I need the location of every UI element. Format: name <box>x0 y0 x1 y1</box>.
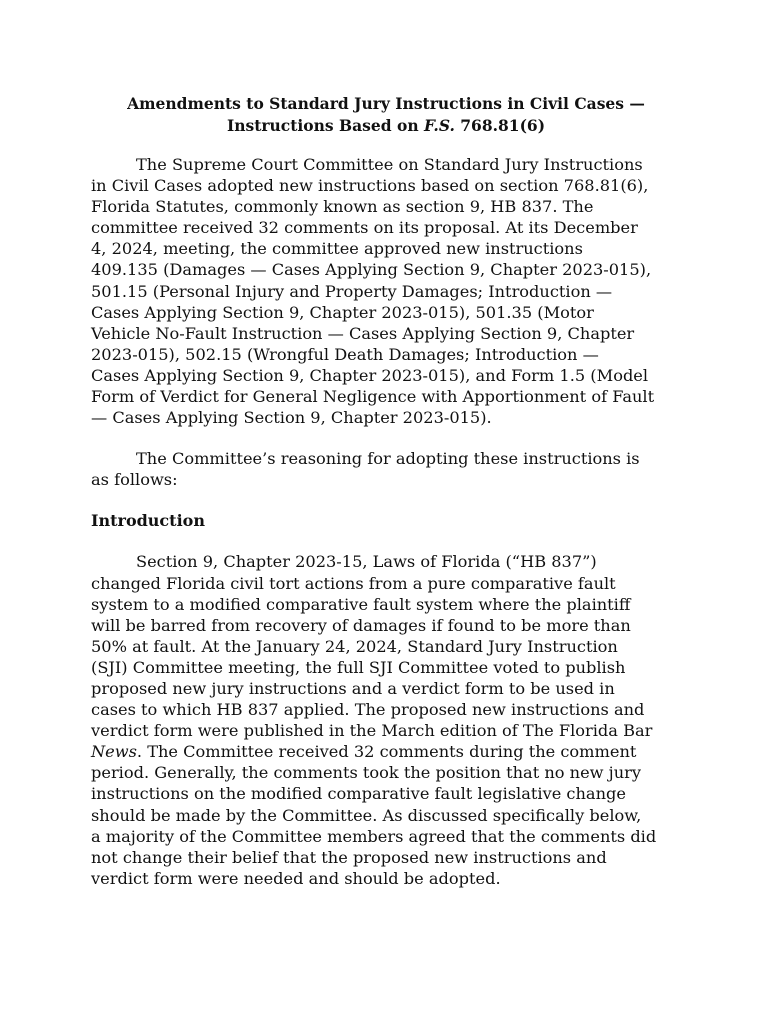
paragraph-line: 4, 2024, meeting, the committee approved new instructions <box>91 239 583 259</box>
document-page <box>91 93 681 909</box>
paragraph-line: will be barred from recovery of damages if found to be more than <box>91 615 631 635</box>
paragraph-line: verdict form were published in the March edition of The Florida Bar <box>91 721 653 741</box>
paragraph-introduction <box>91 551 681 889</box>
paragraph-line: The Committee’s reasoning for adopting these instructions is <box>136 449 640 469</box>
title-line-2-prefix: Instructions Based on <box>226 116 424 135</box>
paragraph-line: as follows: <box>91 470 178 490</box>
paragraph-line: Cases Applying Section 9, Chapter 2023-015), and Form 1.5 (Model <box>91 365 649 385</box>
paragraph-line: 50% at fault. At the January 24, 2024, Standard Jury Instruction <box>91 636 618 656</box>
paragraph-line: not change their belief that the proposed new instructions and <box>91 847 607 867</box>
paragraph-line: Florida Statutes, commonly known as section 9, HB 837. The <box>91 197 594 217</box>
title-line-2-suffix: 768.81(6) <box>454 116 546 135</box>
paragraph-line: Vehicle No-Fault Instruction — Cases Applying Section 9, Chapter <box>91 323 635 343</box>
paragraph-line: Section 9, Chapter 2023-15, Laws of Florida (“HB 837”) <box>136 552 597 572</box>
paragraph-line: system to a modified comparative fault system where the plaintiff <box>91 594 631 614</box>
title-line-2 <box>91 115 681 137</box>
paragraph-line: should be made by the Committee. As discussed specifically below, <box>91 805 642 825</box>
paragraph-line: a majority of the Committee members agreed that the comments did <box>91 826 657 846</box>
paragraph-line: in Civil Cases adopted new instructions based on section 768.81(6), <box>91 176 649 196</box>
paragraph-line: 409.135 (Damages — Cases Applying Section 9, Chapter 2023-015), <box>91 260 652 280</box>
paragraph-line: period. Generally, the comments took the position that no new jury <box>91 763 642 783</box>
paragraph-line: 2023-015), 502.15 (Wrongful Death Damages; Introduction — <box>91 344 599 364</box>
paragraph-line: changed Florida civil tort actions from a pure comparative fault <box>91 573 616 593</box>
paragraph-line <box>91 741 681 762</box>
section-heading-introduction: Introduction <box>91 511 205 531</box>
italic-line-rest: . The Committee received 32 comments during the comment <box>136 742 637 762</box>
paragraph-line: committee received 32 comments on its proposal. At its December <box>91 218 638 238</box>
document-title <box>91 93 681 137</box>
italic-news: News <box>91 742 137 762</box>
paragraph-line: Form of Verdict for General Negligence with Apportionment of Fault <box>91 387 655 407</box>
paragraph-line: (SJI) Committee meeting, the full SJI Committee voted to publish <box>91 657 626 677</box>
paragraph-line: — Cases Applying Section 9, Chapter 2023-015). <box>91 408 492 428</box>
paragraph-line: The Supreme Court Committee on Standard Jury Instructions <box>136 155 643 174</box>
paragraph-reasoning-intro <box>91 448 681 490</box>
paragraph-line: Cases Applying Section 9, Chapter 2023-015), 501.35 (Motor <box>91 302 594 322</box>
paragraph-line: proposed new jury instructions and a verdict form to be used in <box>91 678 615 698</box>
title-line-2-italic: F.S. <box>423 116 455 135</box>
paragraph-line: 501.15 (Personal Injury and Property Damages; Introduction — <box>91 281 613 301</box>
paragraph-adoption-summary <box>91 154 681 428</box>
paragraph-line: cases to which HB 837 applied. The proposed new instructions and <box>91 700 645 720</box>
title-line-1: Amendments to Standard Jury Instructions in Civil Cases — <box>127 94 645 113</box>
paragraph-line: verdict form were needed and should be adopted. <box>91 868 501 888</box>
paragraph-line: instructions on the modified comparative fault legislative change <box>91 784 626 804</box>
